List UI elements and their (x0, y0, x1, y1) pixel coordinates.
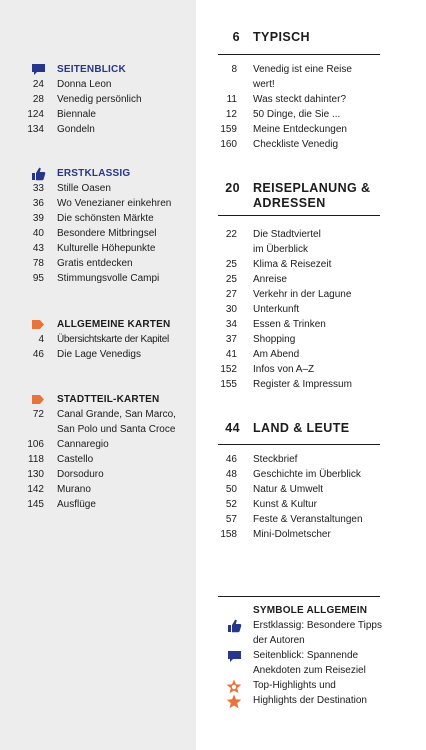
toc-entry[interactable] (0, 107, 196, 122)
section-header-allgemeine-karten (0, 317, 196, 332)
page-number: 24 (32, 79, 44, 90)
toc-entry-continued[interactable] (218, 77, 380, 92)
legend-item-top-highlight (218, 678, 380, 693)
page-number: 8 (231, 64, 237, 75)
entry-label: Die schönsten Märkte (57, 213, 154, 224)
page-number: 95 (32, 273, 44, 284)
page-number: 4 (38, 334, 44, 345)
toc-entry[interactable] (218, 467, 380, 482)
entry-label: Besondere Mitbringsel (57, 228, 157, 239)
legend-text: Seitenblick: Spannende (253, 650, 359, 661)
entry-label: Gratis entdecken (57, 258, 133, 269)
page-number: 41 (225, 349, 237, 360)
page-number: 78 (32, 258, 44, 269)
entry-label: Feste & Veranstaltungen (253, 514, 363, 525)
toc-entry[interactable] (218, 497, 380, 512)
toc-entry[interactable] (0, 196, 196, 211)
entry-label: Kunst & Kultur (253, 499, 317, 510)
chapter-title-line: ADRESSEN (253, 196, 326, 210)
section-stadtteil-karten (0, 392, 196, 512)
thumbs-up-icon (226, 619, 242, 633)
entry-label: Mini-Dolmetscher (253, 529, 331, 540)
toc-entry[interactable] (218, 287, 380, 302)
entry-label: Canal Grande, San Marco, (57, 409, 176, 420)
page-number: 37 (225, 334, 237, 345)
entry-label: Ausflüge (57, 499, 96, 510)
entry-label: Shopping (253, 334, 296, 345)
toc-entry[interactable] (218, 482, 380, 497)
speech-bubble-icon (30, 63, 46, 76)
page-number: 12 (225, 109, 237, 120)
toc-entry[interactable] (0, 347, 196, 362)
legend-item-erstklassig (218, 618, 380, 633)
page-number: 28 (32, 94, 44, 105)
map-tag-icon (30, 393, 46, 406)
toc-entry[interactable] (218, 377, 380, 392)
entry-label: Verkehr in der Lagune (253, 289, 352, 300)
chapter-header[interactable] (218, 30, 380, 55)
page-number: 134 (27, 124, 44, 135)
section-title: ERSTKLASSIG (57, 168, 131, 179)
entry-label: Stille Oasen (57, 183, 111, 194)
page-number: 25 (225, 259, 237, 270)
page-number: 57 (225, 514, 237, 525)
toc-entry[interactable] (218, 317, 380, 332)
chapter-number: 44 (225, 421, 240, 435)
legend-text: Erstklassig: Besondere Tipps (253, 620, 382, 631)
chapter-typisch (218, 30, 380, 152)
entry-label: Donna Leon (57, 79, 112, 90)
top-highlight-star-icon (226, 679, 242, 693)
entry-label: wert! (253, 79, 275, 90)
entry-label: Was steckt dahinter? (253, 94, 347, 105)
entry-label: 50 Dinge, die Sie ... (253, 109, 341, 120)
page-number: 158 (220, 529, 237, 540)
toc-entry[interactable] (218, 107, 380, 122)
legend-text: Anekdoten zum Reiseziel (253, 665, 366, 676)
page-number: 27 (225, 289, 237, 300)
toc-entry[interactable] (0, 211, 196, 226)
entry-label: Infos von A–Z (253, 364, 315, 375)
toc-entry[interactable] (218, 257, 380, 272)
page-number: 50 (225, 484, 237, 495)
entry-label: Essen & Trinken (253, 319, 326, 330)
toc-entry[interactable] (218, 362, 380, 377)
entry-label: Venedig ist eine Reise (253, 64, 352, 75)
page-number: 152 (220, 364, 237, 375)
entry-label: Checkliste Venedig (253, 139, 339, 150)
toc-entry-continued[interactable] (218, 242, 380, 257)
toc-entry[interactable] (218, 272, 380, 287)
chapter-number: 6 (232, 30, 240, 44)
toc-entry[interactable] (0, 181, 196, 196)
legend-text: Top-Highlights und (253, 680, 336, 691)
toc-entry[interactable] (0, 332, 196, 347)
toc-entry[interactable] (0, 256, 196, 271)
highlight-star-icon (226, 694, 242, 708)
toc-entry[interactable] (0, 437, 196, 452)
page-number: 22 (225, 229, 237, 240)
entry-label: im Überblick (253, 244, 309, 255)
page-number: 30 (225, 304, 237, 315)
toc-entry[interactable] (0, 271, 196, 286)
section-title: STADTTEIL-KARTEN (57, 394, 160, 405)
entry-label: Meine Entdeckungen (253, 124, 347, 135)
page-number: 130 (27, 469, 44, 480)
page-number: 46 (32, 349, 44, 360)
legend-item-highlight (218, 693, 380, 708)
toc-entry[interactable] (218, 62, 380, 77)
legend-title: SYMBOLE ALLGEMEIN (253, 605, 368, 616)
toc-entry[interactable] (218, 332, 380, 347)
page-number: 106 (27, 439, 44, 450)
entry-label: Die Stadtviertel (253, 229, 321, 240)
chapter-title-line: REISEPLANUNG & (253, 181, 371, 195)
entry-label: Klima & Reisezeit (253, 259, 332, 270)
toc-entry[interactable] (0, 241, 196, 256)
toc-entry[interactable] (218, 512, 380, 527)
page-number: 40 (32, 228, 44, 239)
page-number: 124 (27, 109, 44, 120)
entry-label: Natur & Umwelt (253, 484, 324, 495)
entry-label: Wo Venezianer einkehren (57, 198, 172, 209)
entry-label: Venedig persönlich (57, 94, 142, 105)
entry-label: Register & Impressum (253, 379, 352, 390)
toc-entry[interactable] (0, 452, 196, 467)
speech-bubble-icon (226, 649, 242, 663)
legend-text: Highlights der Destination (253, 695, 367, 706)
entry-label: Die Lage Venedigs (57, 349, 141, 360)
map-tag-icon (30, 318, 46, 331)
entry-label: Biennale (57, 109, 96, 120)
section-header-stadtteil-karten (0, 392, 196, 407)
entry-label: Unterkunft (253, 304, 300, 315)
chapter-title: TYPISCH (253, 30, 310, 44)
page-number: 34 (225, 319, 237, 330)
toc-entry[interactable] (218, 92, 380, 107)
entry-label: Murano (57, 484, 91, 495)
thumbs-up-icon (30, 167, 46, 180)
symbol-legend (218, 596, 380, 708)
chapter-title (253, 181, 370, 215)
section-header-seitenblick (0, 62, 196, 77)
entry-label: Castello (57, 454, 94, 465)
page-number: 36 (32, 198, 44, 209)
section-title: ALLGEMEINE KARTEN (57, 319, 171, 330)
entry-label: Dorsoduro (57, 469, 104, 480)
toc-entry[interactable] (0, 482, 196, 497)
entry-label: Am Abend (253, 349, 300, 360)
legend-item-seitenblick-continued (218, 663, 380, 678)
toc-entry[interactable] (218, 347, 380, 362)
toc-entry[interactable] (0, 226, 196, 241)
legend-text: der Autoren (253, 635, 305, 646)
chapter-reiseplanung (218, 181, 380, 392)
chapter-header[interactable] (218, 421, 380, 445)
chapter-number: 20 (225, 181, 240, 195)
page-number: 25 (225, 274, 237, 285)
toc-entry[interactable] (0, 77, 196, 92)
page-number: 52 (225, 499, 237, 510)
toc-entry[interactable] (218, 452, 380, 467)
page-number: 145 (27, 499, 44, 510)
toc-entry[interactable] (0, 407, 196, 422)
toc-entry[interactable] (218, 137, 380, 152)
page-number: 159 (220, 124, 237, 135)
toc-entry[interactable] (0, 122, 196, 137)
page-number: 39 (32, 213, 44, 224)
entry-label: Cannaregio (57, 439, 109, 450)
legend-item-seitenblick (218, 648, 380, 663)
page-number: 11 (226, 94, 237, 105)
toc-entry[interactable] (218, 227, 380, 242)
section-header-erstklassig (0, 166, 196, 181)
page-number: 142 (27, 484, 44, 495)
entry-label: Geschichte im Überblick (253, 469, 361, 480)
page-number: 160 (220, 139, 237, 150)
page-number: 48 (225, 469, 237, 480)
chapter-title: LAND & LEUTE (253, 421, 350, 435)
entry-label: Steckbrief (253, 454, 298, 465)
entry-label: Kulturelle Höhepunkte (57, 243, 156, 254)
legend-item-erstklassig-continued (218, 633, 380, 648)
page-number: 155 (220, 379, 237, 390)
section-seitenblick (0, 62, 196, 137)
page-number: 46 (225, 454, 237, 465)
chapter-header[interactable] (218, 181, 380, 216)
toc-entry[interactable] (0, 497, 196, 512)
toc-entry-continued[interactable] (0, 422, 196, 437)
toc-entry[interactable] (0, 467, 196, 482)
section-title: SEITENBLICK (57, 64, 126, 75)
toc-entry[interactable] (218, 527, 380, 542)
toc-entry[interactable] (0, 92, 196, 107)
page-number: 72 (32, 409, 44, 420)
toc-entry[interactable] (218, 122, 380, 137)
chapter-land-leute (218, 421, 380, 542)
entry-label: San Polo und Santa Croce (57, 424, 176, 435)
page-number: 33 (32, 183, 44, 194)
page-number: 118 (28, 454, 44, 465)
section-allgemeine-karten (0, 317, 196, 362)
entry-label: Übersichtskarte der Kapitel (57, 334, 169, 345)
entry-label: Gondeln (57, 124, 95, 135)
entry-label: Stimmungsvolle Campi (57, 273, 160, 284)
toc-entry[interactable] (218, 302, 380, 317)
entry-label: Anreise (253, 274, 287, 285)
section-erstklassig (0, 166, 196, 286)
page-number: 43 (32, 243, 44, 254)
